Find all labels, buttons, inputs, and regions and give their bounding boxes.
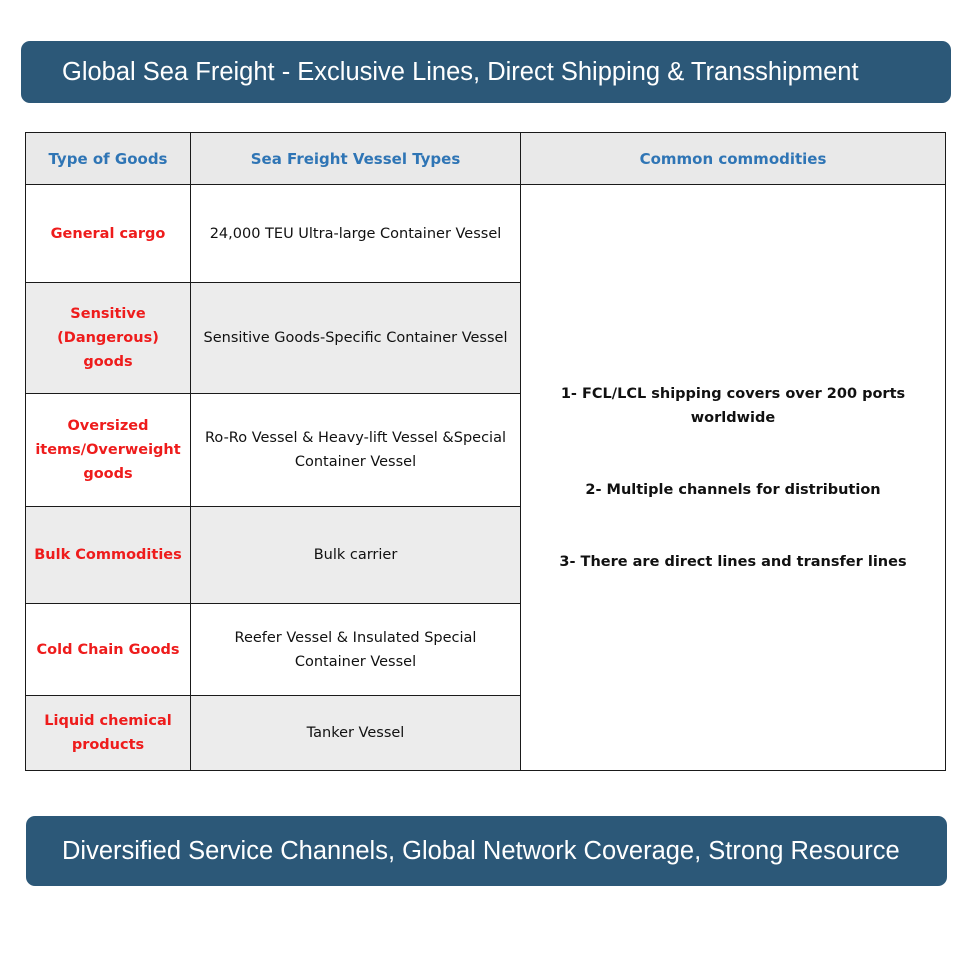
common-commodities-cell	[521, 185, 946, 771]
top-banner	[21, 41, 951, 103]
goods-type-cell: Liquid chemical products	[26, 696, 191, 771]
sea-freight-table	[25, 132, 946, 771]
top-banner-title: Global Sea Freight - Exclusive Lines, Direct Shipping & Transshipment	[62, 57, 859, 86]
table-header-row	[26, 133, 946, 185]
goods-type-cell: Sensitive (Dangerous) goods	[26, 283, 191, 394]
header-vessel-types: Sea Freight Vessel Types	[191, 133, 521, 185]
table-row	[26, 185, 946, 283]
goods-type-cell: Bulk Commodities	[26, 507, 191, 604]
goods-type-cell: General cargo	[26, 185, 191, 283]
header-common-commodities: Common commodities	[521, 133, 946, 185]
vessel-type-cell: Ro-Ro Vessel & Heavy-lift Vessel &Special Container Vessel	[191, 394, 521, 507]
commodity-item: 1- FCL/LCL shipping covers over 200 ports worldwide	[560, 385, 906, 426]
bottom-banner	[26, 816, 947, 886]
vessel-type-cell: Reefer Vessel & Insulated Special Container Vessel	[191, 604, 521, 696]
header-type-of-goods: Type of Goods	[26, 133, 191, 185]
vessel-type-cell: Tanker Vessel	[191, 696, 521, 771]
commodity-item: 3- There are direct lines and transfer lines	[559, 553, 907, 570]
vessel-type-cell: 24,000 TEU Ultra-large Container Vessel	[191, 185, 521, 283]
vessel-type-cell: Sensitive Goods-Specific Container Vessel	[191, 283, 521, 394]
bottom-banner-title: Diversified Service Channels, Global Network Coverage, Strong Resource	[62, 836, 900, 865]
goods-type-cell: Cold Chain Goods	[26, 604, 191, 696]
goods-type-cell: Oversized items/Overweight goods	[26, 394, 191, 507]
vessel-type-cell: Bulk carrier	[191, 507, 521, 604]
commodity-item: 2- Multiple channels for distribution	[585, 481, 881, 498]
